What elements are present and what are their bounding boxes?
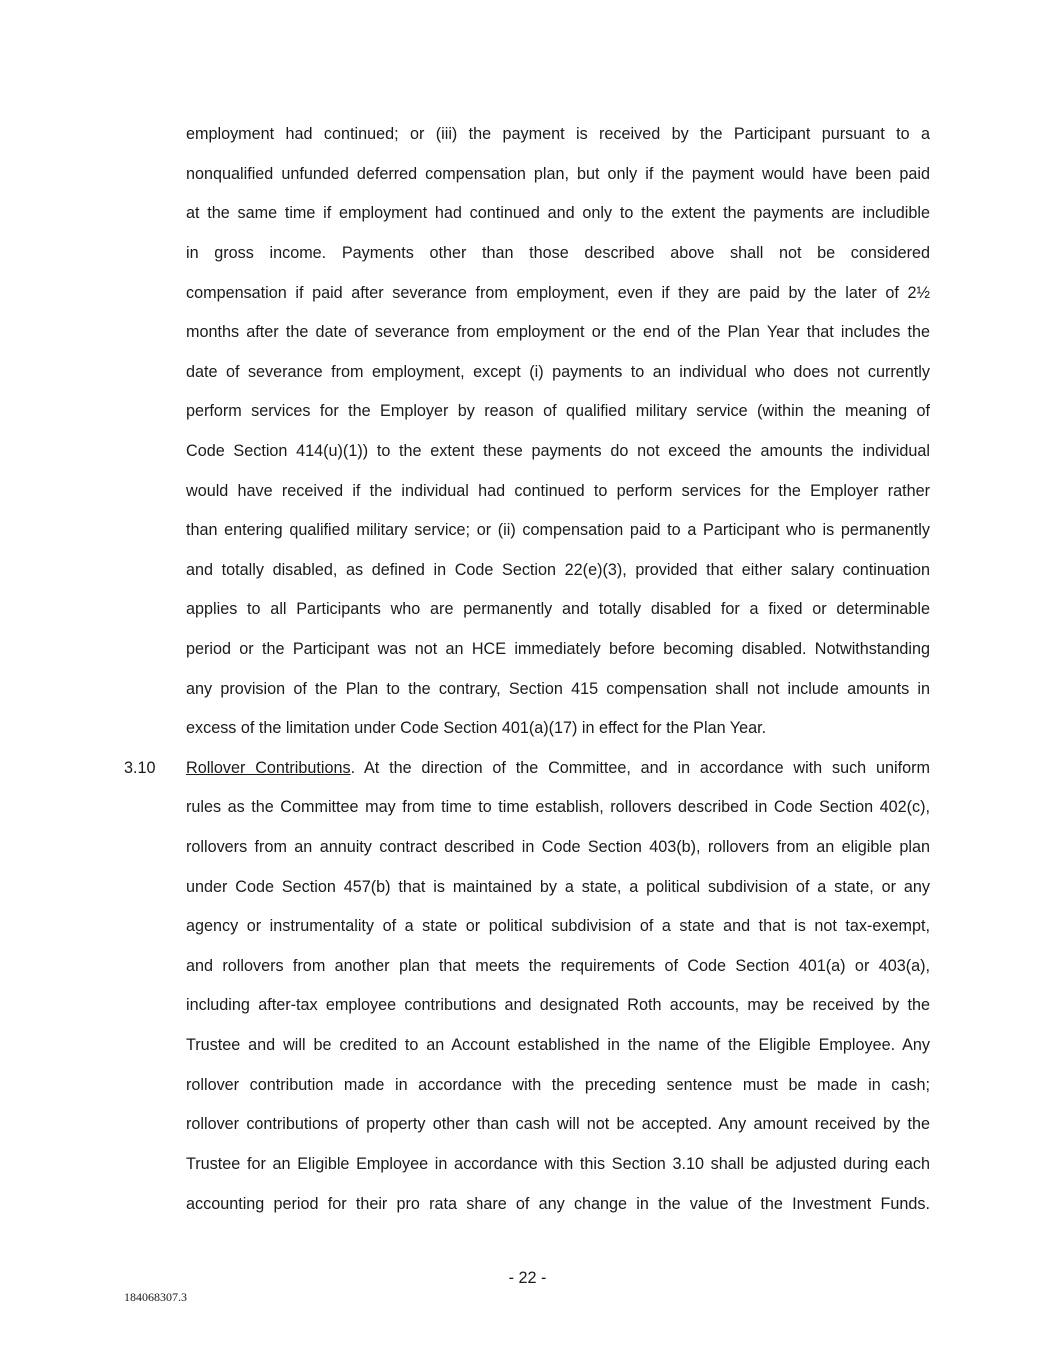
section-line: rules as the Committee may from time to time establish, rollovers described in Code Section 402(c),: [186, 798, 930, 816]
section-line: Trustee for an Eligible Employee in accordance with this Section 3.10 shall be adjusted during each: [186, 1155, 930, 1173]
section-heading: Rollover Contributions: [186, 759, 351, 777]
paragraph-line: Code Section 414(u)(1)) to the extent these payments do not exceed the amounts the individual: [186, 442, 930, 460]
section-line: accounting period for their pro rata share of any change in the value of the Investment Funds.: [186, 1195, 930, 1213]
paragraph-line: any provision of the Plan to the contrary, Section 415 compensation shall not include amounts in: [186, 680, 930, 698]
section-line: agency or instrumentality of a state or political subdivision of a state and that is not tax-exempt,: [186, 917, 930, 935]
paragraph-line: perform services for the Employer by reason of qualified military service (within the meaning of: [186, 402, 930, 420]
section-first-line-text: . At the direction of the Committee, and in accordance with such uniform: [350, 759, 930, 777]
paragraph-line: at the same time if employment had continued and only to the extent the payments are includible: [186, 204, 930, 222]
paragraph-line: period or the Participant was not an HCE immediately before becoming disabled. Notwithstanding: [186, 640, 930, 658]
page-number: - 22 -: [508, 1269, 547, 1287]
paragraph-line: employment had continued; or (iii) the payment is received by the Participant pursuant to a: [186, 125, 930, 143]
section-line: rollovers from an annuity contract described in Code Section 403(b), rollovers from an eligible plan: [186, 838, 930, 856]
paragraph-line: and totally disabled, as defined in Code Section 22(e)(3), provided that either salary continuation: [186, 561, 930, 579]
section-number: 3.10: [124, 759, 156, 777]
paragraph-line: in gross income. Payments other than those described above shall not be considered: [186, 244, 930, 262]
section-line: and rollovers from another plan that meets the requirements of Code Section 401(a) or 403(a),: [186, 957, 930, 975]
paragraph-line: than entering qualified military service; or (ii) compensation paid to a Participant who is permanently: [186, 521, 930, 539]
section-first-line: [186, 758, 930, 778]
section-line: Trustee and will be credited to an Account established in the name of the Eligible Employee. Any: [186, 1036, 930, 1054]
paragraph-line: compensation if paid after severance from employment, even if they are paid by the later of 2½: [186, 284, 930, 302]
paragraph-line: months after the date of severance from employment or the end of the Plan Year that includes the: [186, 323, 930, 341]
section-line: under Code Section 457(b) that is maintained by a state, a political subdivision of a state, or any: [186, 878, 930, 896]
document-id: 184068307.3: [124, 1290, 187, 1304]
section-line: rollover contributions of property other than cash will not be accepted. Any amount received by the: [186, 1115, 930, 1133]
section-line: including after-tax employee contributions and designated Roth accounts, may be received by the: [186, 996, 930, 1014]
paragraph-last-line: excess of the limitation under Code Section 401(a)(17) in effect for the Plan Year.: [186, 719, 767, 737]
paragraph-line: would have received if the individual had continued to perform services for the Employer rather: [186, 482, 930, 500]
section-line: rollover contribution made in accordance with the preceding sentence must be made in cash;: [186, 1076, 930, 1094]
paragraph-line: date of severance from employment, except (i) payments to an individual who does not currently: [186, 363, 930, 381]
paragraph-line: nonqualified unfunded deferred compensation plan, but only if the payment would have been paid: [186, 165, 930, 183]
paragraph-line: applies to all Participants who are permanently and totally disabled for a fixed or determinable: [186, 600, 930, 618]
